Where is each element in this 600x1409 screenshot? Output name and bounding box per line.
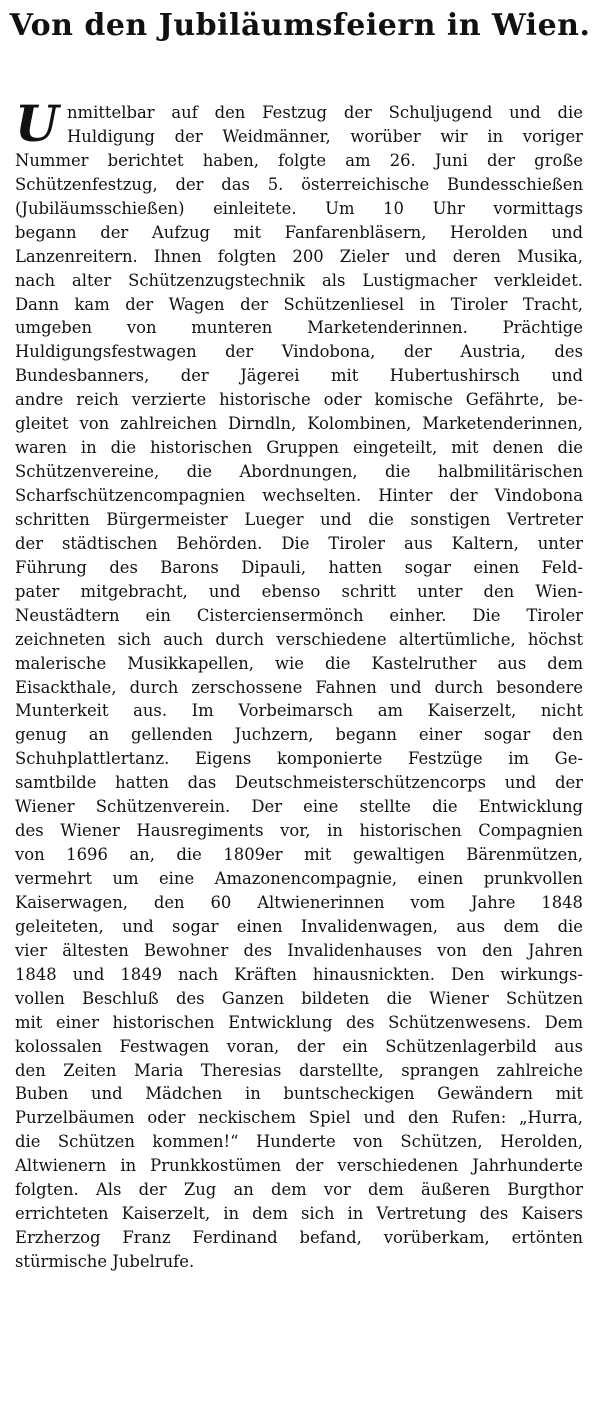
text-line: vollen Beschluß des Ganzen bildeten die Wiener Schützen (15, 988, 583, 1008)
text-line: vermehrt um eine Amazonencompagnie, einen prunkvollen (15, 869, 583, 888)
text-line: waren in die historischen Gruppen eingeteilt, mit denen die (15, 438, 583, 458)
text-line: Huldigungsfestwagen der Vindobona, der Austria, des (15, 342, 583, 362)
text-line: Purzelbäumen oder neckischem Spiel und den Rufen: „Hurra, (15, 1108, 583, 1128)
text-line: Schützenvereine, die Abordnungen, die halbmilitärischen (15, 462, 583, 482)
text-line: Bundesbanners, der Jägerei mit Hubertushirsch und (15, 366, 583, 386)
text-line: errichteten Kaiserzelt, in dem sich in Vertretung des Kaisers (15, 1204, 583, 1224)
text-line: von 1696 an, die 1809er mit gewaltigen Bärenmützen, (15, 845, 583, 865)
text-line: Dann kam der Wagen der Schützenliesel in Tiroler Tracht, (15, 294, 583, 314)
text-line: nmittelbar auf den Festzug der Schuljugend und die (67, 103, 583, 122)
text-line: zeichneten sich auch durch verschiedene altertümliche, höchst (15, 629, 583, 649)
text-line: Führung des Barons Dipauli, hatten sogar einen Feld- (15, 557, 583, 577)
text-line: samtbilde hatten das Deutschmeisterschützencorps und der (15, 773, 583, 793)
text-line: Schuhplattlertanz. Eigens komponierte Festzüge im Ge- (15, 749, 583, 769)
text-line: Eisackthale, durch zerschossene Fahnen und durch besondere (15, 677, 583, 697)
drop-cap: U (15, 94, 59, 153)
text-line: begann der Aufzug mit Fanfarenbläsern, Herolden und (15, 222, 583, 242)
text-line: pater mitgebracht, und ebenso schritt unter den Wien- (15, 581, 583, 601)
text-line: (Jubiläumsschießen) einleitete. Um 10 Uhr vormittags (15, 198, 583, 218)
text-line: 1848 und 1849 nach Kräften hinausnickten. Den wirkungs- (15, 964, 583, 984)
text-line: Altwienern in Prunkkostümen der verschiedenen Jahrhunderte (15, 1156, 583, 1176)
text-line: folgten. Als der Zug an dem vor dem äußeren Burgthor (15, 1180, 583, 1200)
text-line: die Schützen kommen!“ Hunderte von Schützen, Herolden, (15, 1132, 583, 1152)
text-line: umgeben von munteren Marketenderinnen. Prächtige (15, 318, 583, 338)
text-line: Scharfschützencompagnien wechselten. Hinter der Vindobona (15, 486, 583, 505)
text-line: geleiteten, und sogar einen Invalidenwagen, aus dem die (15, 916, 583, 936)
text-line: stürmische Jubelrufe. (15, 1252, 195, 1271)
text-line: Neustädtern ein Cisterciensermönch einher. Die Tiroler (15, 605, 583, 625)
text-line: des Wiener Hausregiments vor, in historischen Compagnien (15, 821, 583, 841)
text-line: gleitet von zahlreichen Dirndln, Kolombinen, Marketenderinnen, (15, 414, 583, 434)
text-line: Munterkeit aus. Im Vorbeimarsch am Kaiserzelt, nicht (15, 701, 583, 721)
article-title: Von den Jubiläumsfeiern in Wien. (9, 8, 591, 43)
text-line: malerische Musikkapellen, wie die Kastelruther aus dem (15, 653, 583, 673)
text-line: kolossalen Festwagen voran, der ein Schützenlagerbild aus (15, 1036, 583, 1056)
text-line: Nummer berichtet haben, folgte am 26. Juni der große (15, 150, 583, 170)
text-line: schritten Bürgermeister Lueger und die sonstigen Vertreter (15, 509, 583, 529)
article-body (15, 94, 583, 1274)
text-line: Huldigung der Weidmänner, worüber wir in voriger (67, 126, 583, 146)
text-line: Kaiserwagen, den 60 Altwienerinnen vom Jahre 1848 (15, 892, 583, 912)
text-line: mit einer historischen Entwicklung des Schützenwesens. Dem (15, 1012, 583, 1032)
text-line: Lanzenreitern. Ihnen folgten 200 Zieler und deren Musika, (15, 246, 583, 266)
text-line: genug an gellenden Juchzern, begann einer sogar den (15, 725, 583, 745)
text-line: Schützenfestzug, der das 5. österreichische Bundesschießen (15, 174, 583, 194)
text-line: der städtischen Behörden. Die Tiroler aus Kaltern, unter (15, 533, 583, 553)
text-line: nach alter Schützenzugstechnik als Lustigmacher verkleidet. (15, 270, 583, 290)
text-line: andre reich verzierte historische oder komische Gefährte, be- (15, 390, 583, 410)
text-line: den Zeiten Maria Theresias darstellte, sprangen zahlreiche (15, 1060, 583, 1080)
text-line: vier ältesten Bewohner des Invalidenhauses von den Jahren (15, 940, 583, 960)
text-line: Buben und Mädchen in buntscheckigen Gewändern mit (15, 1084, 583, 1104)
text-line: Wiener Schützenverein. Der eine stellte die Entwicklung (15, 797, 583, 817)
text-line: Erzherzog Franz Ferdinand befand, vorüberkam, ertönten (15, 1228, 583, 1248)
